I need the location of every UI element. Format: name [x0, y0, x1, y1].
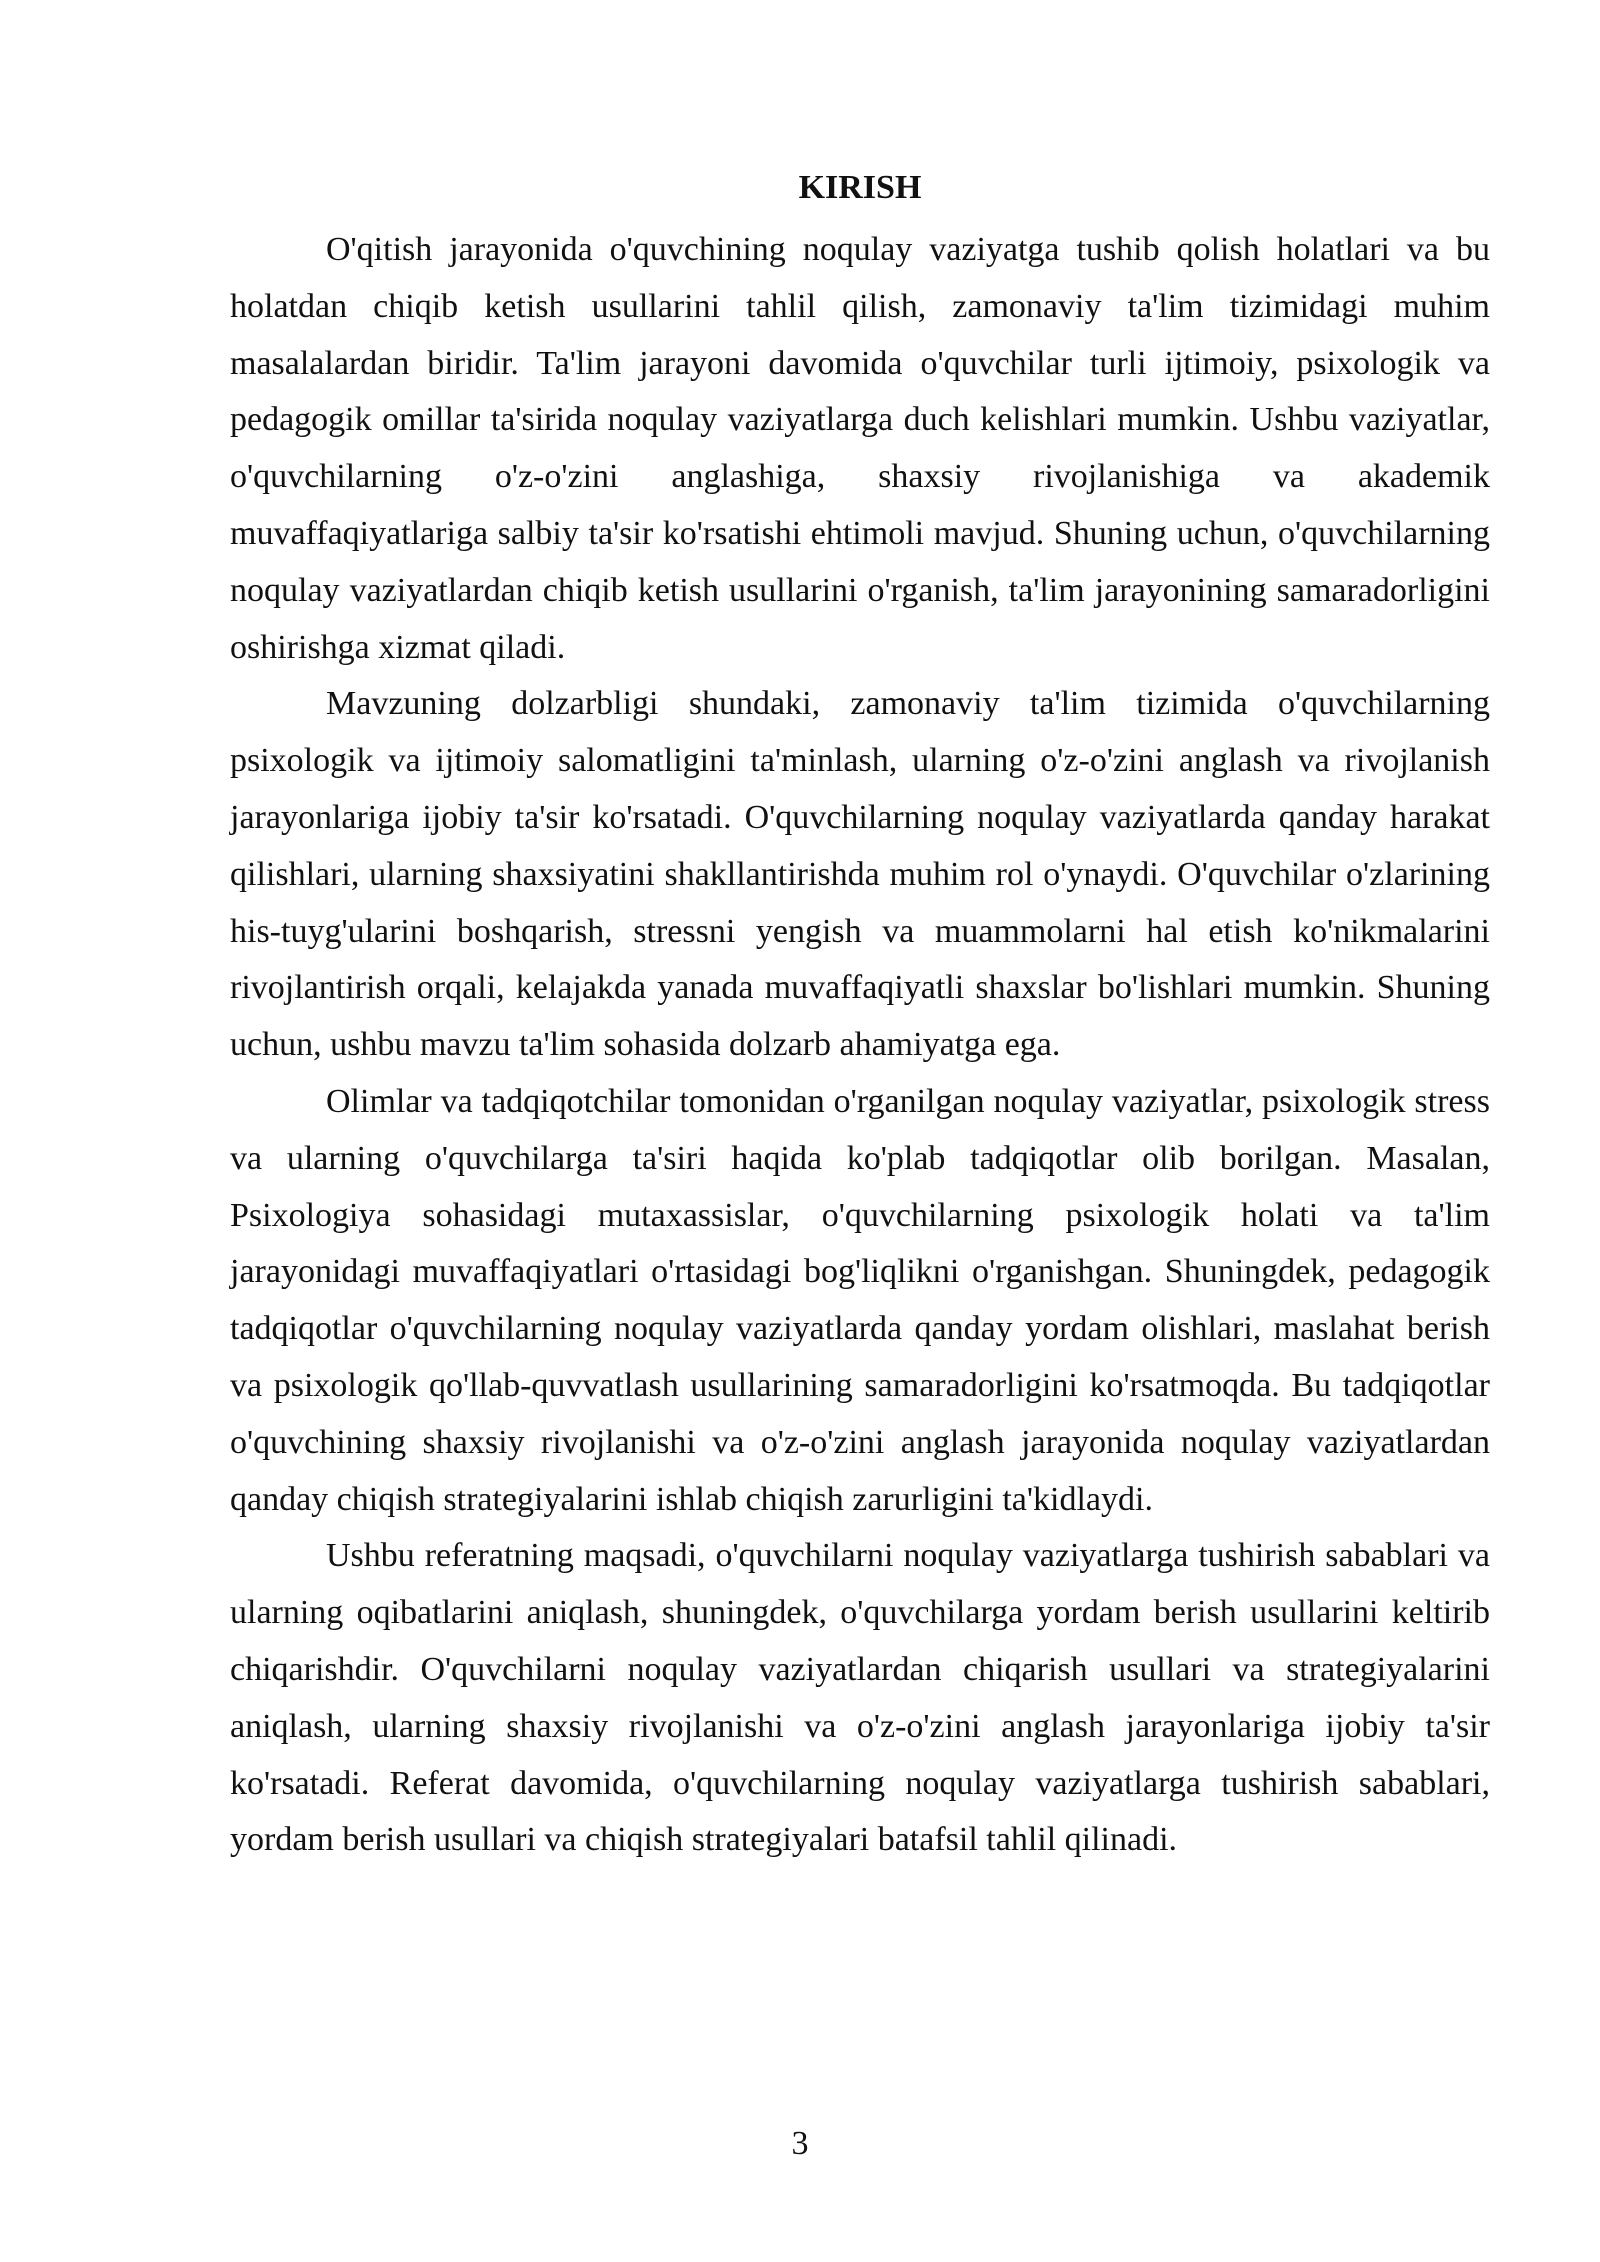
page-title: KIRISH	[798, 169, 922, 206]
document-body	[230, 160, 1490, 1869]
paragraph-goal: Ushbu referatning maqsadi, o'quvchilarni noqulay vaziyatlarga tushirish sabablari va ularning oqibatlarini aniqlash, shuningdek, o'quvchilarga yordam berish usullarini keltirib chiqarishdir. O'quvchilarni noqulay vaziyatlardan chiqarish usullari va strategiyalarini aniqlash, ularning shaxsiy rivojlanishi va o'z-o'zini anglash jarayonlariga ijobiy ta'sir ko'rsatadi. Referat davomida, o'quvchilarning noqulay vaziyatlarga tushirish sabablari, yordam berish usullari va chiqish strategiyalari batafsil tahlil qilinadi.	[230, 1537, 1490, 1859]
paragraph-research: Olimlar va tadqiqotchilar tomonidan o'rganilgan noqulay vaziyatlar, psixologik stress va ularning o'quvchilarga ta'siri haqida ko'plab tadqiqotlar olib borilgan. Masalan, Psixologiya sohasidagi mutaxassislar, o'quvchilarning psixologik holati va ta'lim jarayonidagi muvaffaqiyatlari o'rtasidagi bog'liqlikni o'rganishgan. Shuningdek, pedagogik tadqiqotlar o'quvchilarning noqulay vaziyatlarda qanday yordam olishlari, maslahat berish va psixologik qo'llab-quvvatlash usullarining samaradorligini ko'rsatmoqda. Bu tadqiqotlar o'quvchining shaxsiy rivojlanishi va o'z-o'zini anglash jarayonida noqulay vaziyatlardan qanday chiqish strategiyalarini ishlab chiqish zarurligini ta'kidlaydi.	[230, 1082, 1490, 1518]
paragraph-intro: O'qitish jarayonida o'quvchining noqulay vaziyatga tushib qolish holatlari va bu holatdan chiqib ketish usullarini tahlil qilish, zamonaviy ta'lim tizimidagi muhim masalalardan biridir. Ta'lim jarayoni davomida o'quvchilar turli ijtimoiy, psixologik va pedagogik omillar ta'sirida noqulay vaziyatlarga duch kelishlari mumkin. Ushbu vaziyatlar, o'quvchilarning o'z-o'zini anglashiga, shaxsiy rivojlanishiga va akademik muvaffaqiyatlariga salbiy ta'sir ko'rsatishi ehtimoli mavjud. Shuning uchun, o'quvchilarning noqulay vaziyatlardan chiqib ketish usullarini o'rganish, ta'lim jarayonining samaradorligini oshirishga xizmat qiladi.	[230, 231, 1490, 666]
paragraph-relevance: Mavzuning dolzarbligi shundaki, zamonaviy ta'lim tizimida o'quvchilarning psixologik va ijtimoiy salomatligini ta'minlash, ularning o'z-o'zini anglash va rivojlanish jarayonlariga ijobiy ta'sir ko'rsatadi. O'quvchilarning noqulay vaziyatlarda qanday harakat qilishlari, ularning shaxsiyatini shakllantirishda muhim rol o'ynaydi. O'quvchilar o'zlarining his-tuyg'ularini boshqarish, stressni yengish va muammolarni hal etish ko'nikmalarini rivojlantirish orqali, kelajakda yanada muvaffaqiyatli shaxslar bo'lishlari mumkin. Shuning uchun, ushbu mavzu ta'lim sohasida dolzarb ahamiyatga ega.	[230, 685, 1490, 1064]
page-number: 3	[791, 2125, 809, 2162]
